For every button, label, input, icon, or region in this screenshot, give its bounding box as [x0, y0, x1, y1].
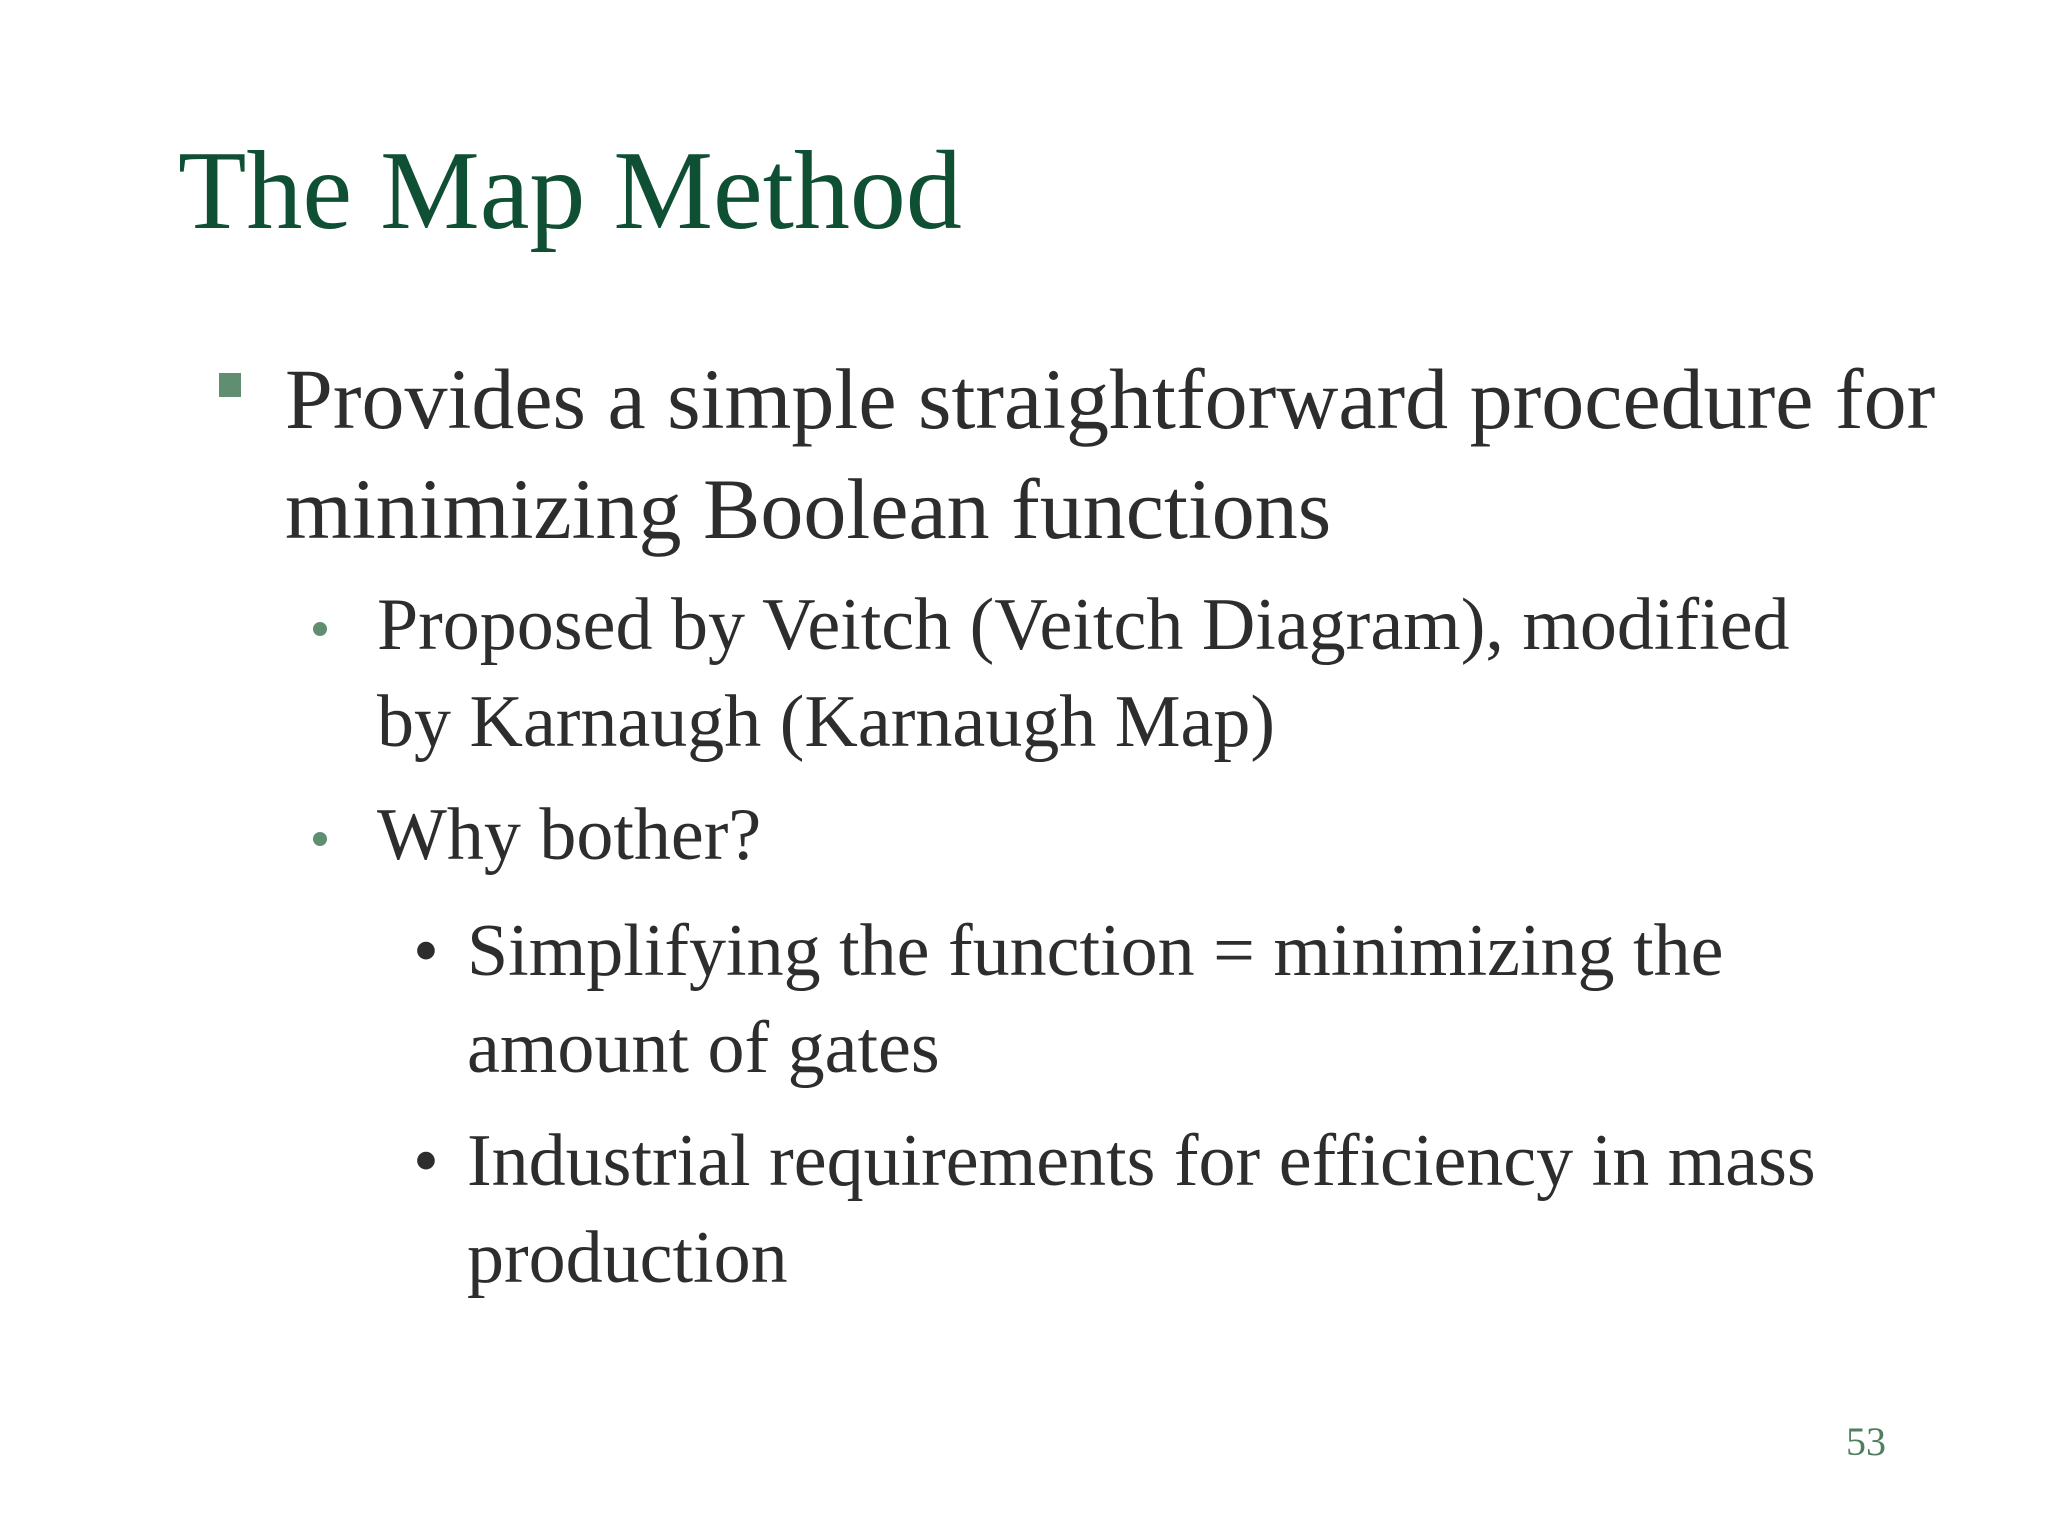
page-number: 53	[1846, 1419, 1886, 1464]
round-bullet-icon: •	[413, 1120, 439, 1202]
round-bullet-icon: •	[413, 910, 439, 992]
bullet-level3-item-1: Simplifying the function = minimizing the amount of gates	[467, 910, 1724, 1089]
bullet-level1-item: Provides a simple straightforward procedure for minimizing Boolean functions	[285, 351, 1936, 557]
bullet-level3-item-2: Industrial requirements for efficiency in mass production	[467, 1120, 1816, 1299]
slide-title: The Map Method	[178, 129, 962, 253]
bullet-level2-item-1: Proposed by Veitch (Veitch Diagram), modified by Karnaugh (Karnaugh Map)	[377, 584, 1790, 763]
dot-bullet-icon	[313, 622, 327, 636]
bullet-level2-item-2: Why bother?	[377, 794, 762, 876]
dot-bullet-icon	[313, 832, 327, 846]
square-bullet-icon	[219, 373, 241, 397]
